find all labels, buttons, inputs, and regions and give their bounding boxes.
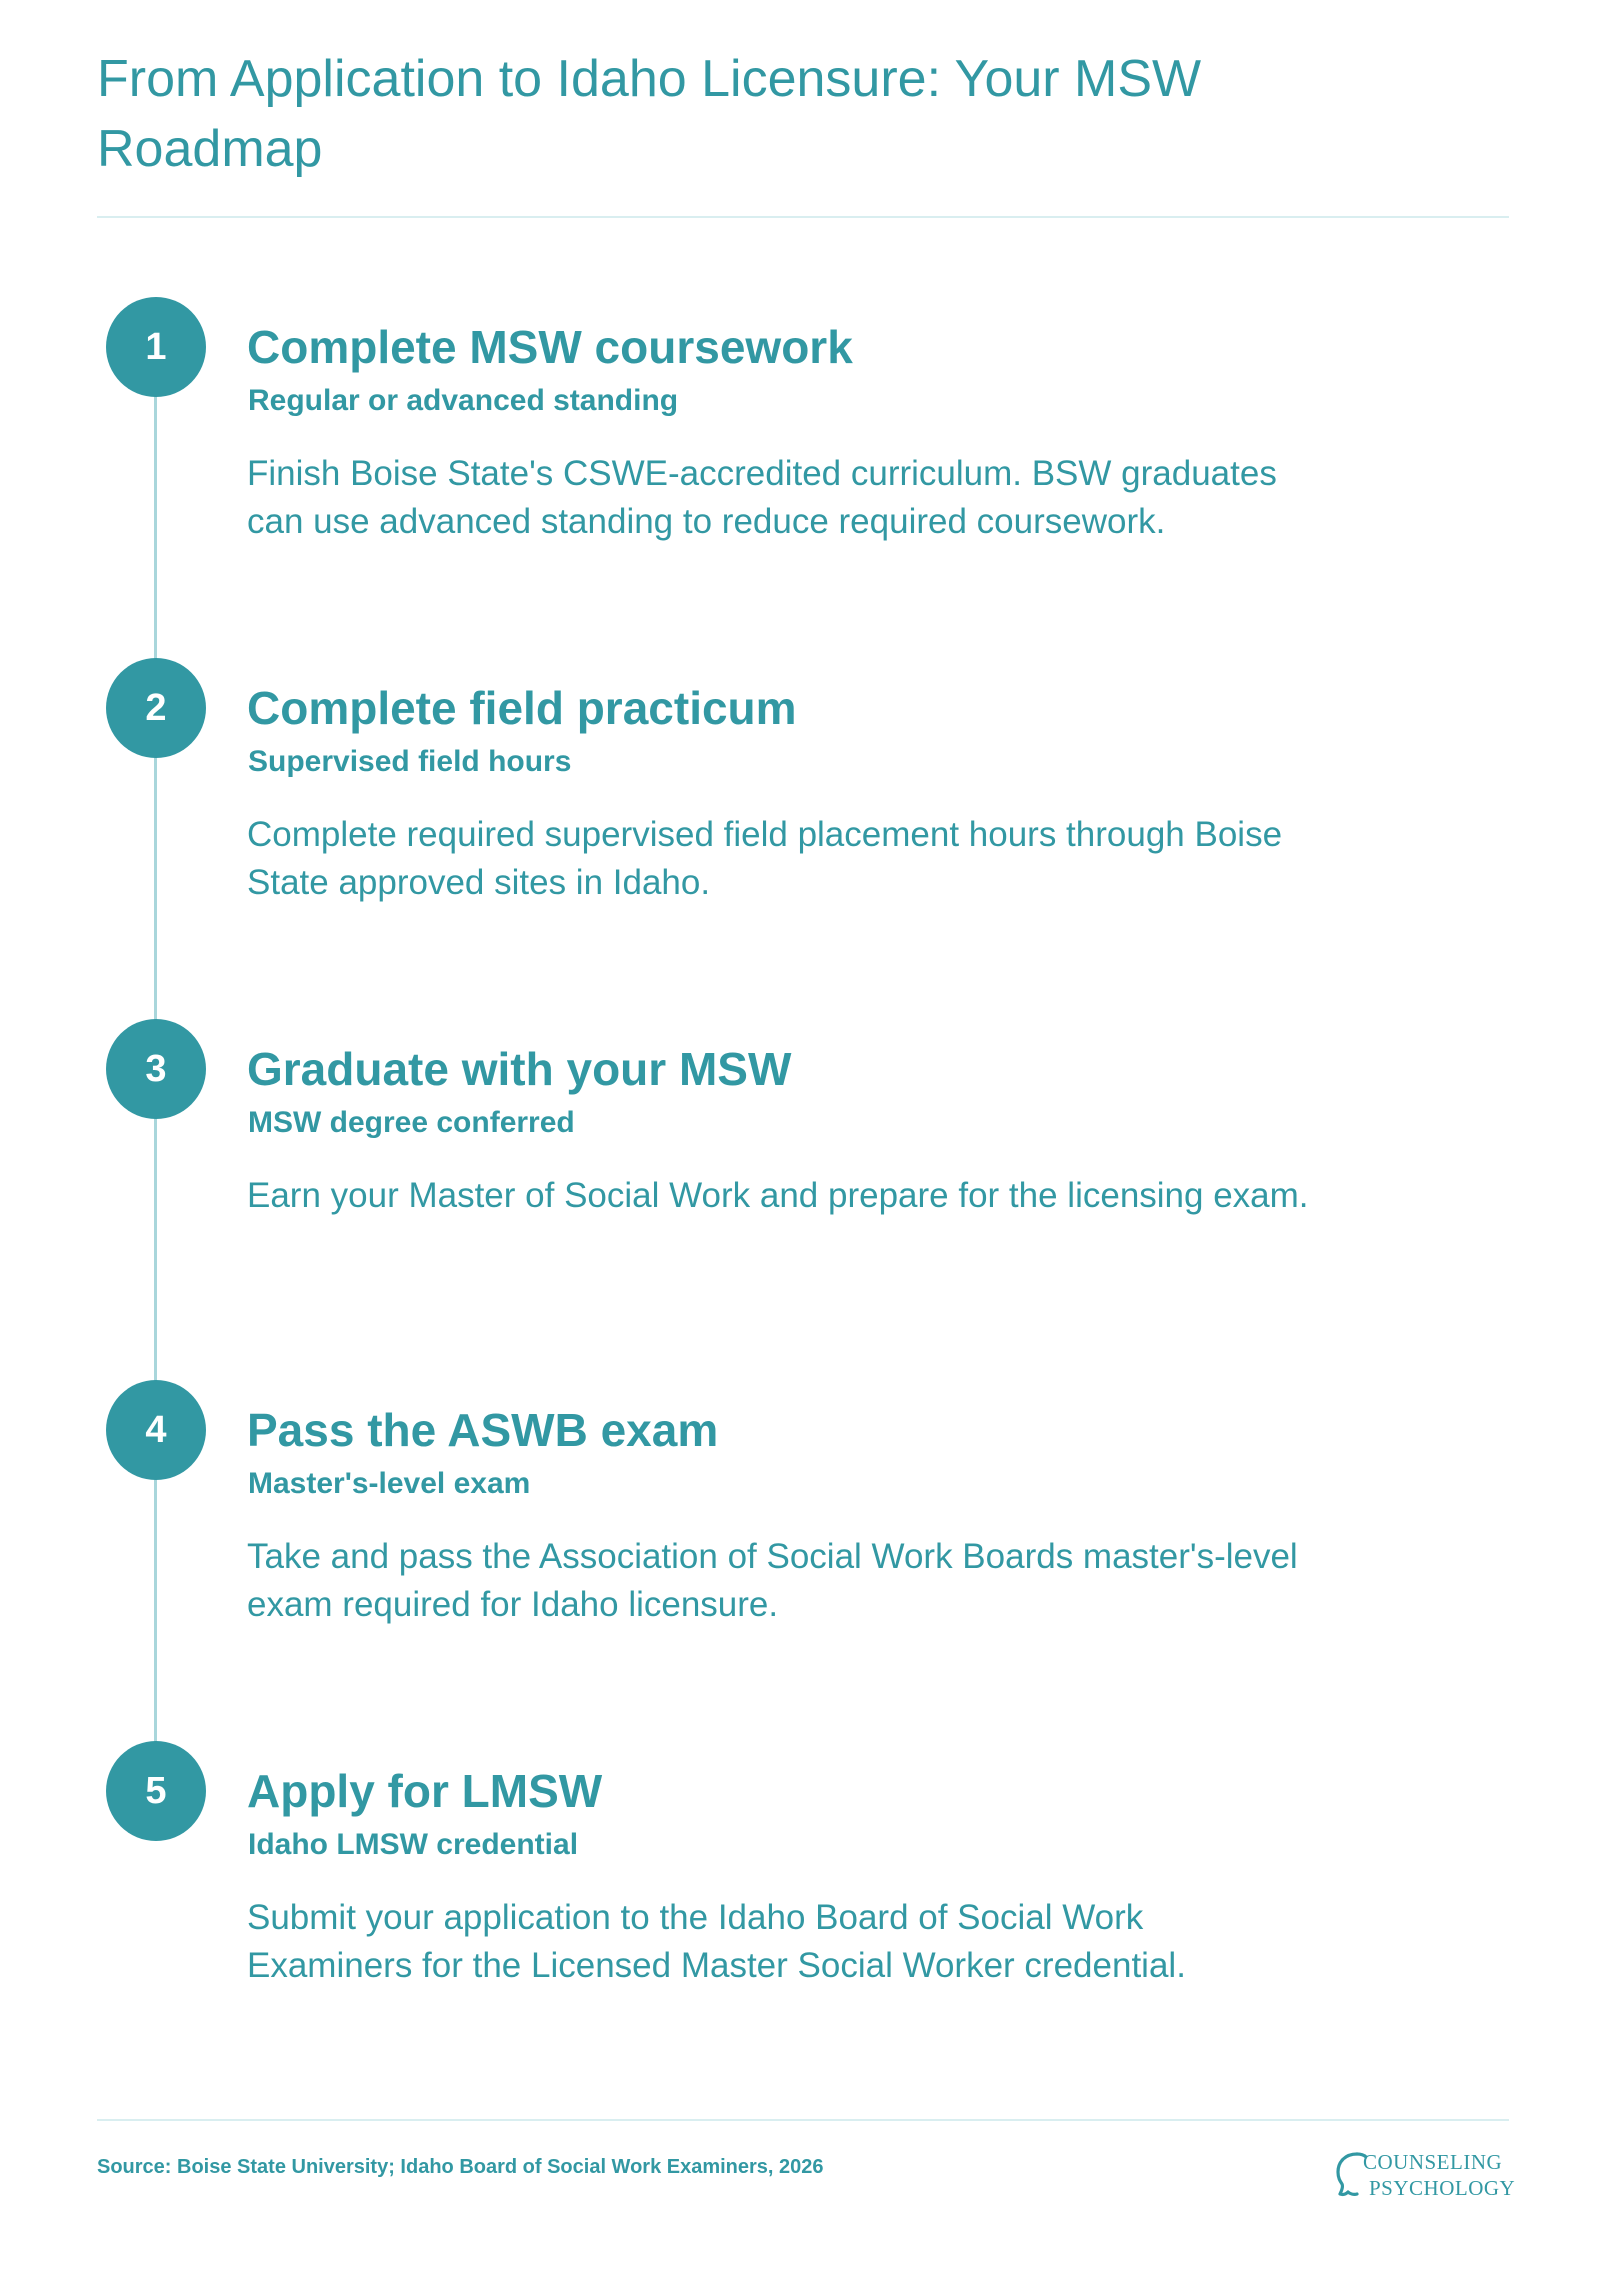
footer-divider	[97, 2119, 1509, 2121]
step-description: Complete required supervised field placement hours through Boise State approved sites in Idaho.	[247, 815, 1283, 902]
source-citation: Source: Boise State University; Idaho Board of Social Work Examiners, 2026	[97, 2156, 824, 2178]
head-profile-icon	[1333, 2150, 1367, 2204]
step-title: Pass the ASWB exam	[247, 1404, 719, 1456]
step-number-badge: 3	[106, 1019, 206, 1119]
step-description: Finish Boise State's CSWE-accredited curriculum. BSW graduates can use advanced standing to reduce required coursework.	[247, 454, 1277, 541]
step-subtitle: Idaho LMSW credential	[248, 1828, 579, 1861]
logo-line-2: PSYCHOLOGY	[1369, 2176, 1516, 2200]
step-description: Take and pass the Association of Social Work Boards master's-level exam required for Idaho licensure.	[247, 1537, 1298, 1624]
step-number-badge: 2	[106, 658, 206, 758]
step-title: Complete MSW coursework	[247, 321, 853, 373]
step-subtitle: MSW degree conferred	[248, 1106, 575, 1139]
step-title: Complete field practicum	[247, 682, 797, 734]
step-description: Earn your Master of Social Work and prepare for the licensing exam.	[247, 1176, 1309, 1215]
page-title: From Application to Idaho Licensure: Your MSW Roadmap	[97, 50, 1202, 178]
step-description: Submit your application to the Idaho Board of Social Work Examiners for the Licensed Master Social Worker credential.	[247, 1898, 1186, 1985]
brand-logo	[1333, 2148, 1516, 2204]
step-title: Apply for LMSW	[247, 1765, 603, 1817]
step-number-badge: 1	[106, 297, 206, 397]
logo-line-1: COUNSELING	[1363, 2150, 1503, 2174]
step-subtitle: Supervised field hours	[248, 745, 572, 778]
step-number-badge: 5	[106, 1741, 206, 1841]
header-divider	[97, 216, 1509, 218]
step-title: Graduate with your MSW	[247, 1043, 792, 1095]
step-subtitle: Regular or advanced standing	[248, 384, 679, 417]
step-number-badge: 4	[106, 1380, 206, 1480]
step-subtitle: Master's-level exam	[248, 1467, 531, 1500]
